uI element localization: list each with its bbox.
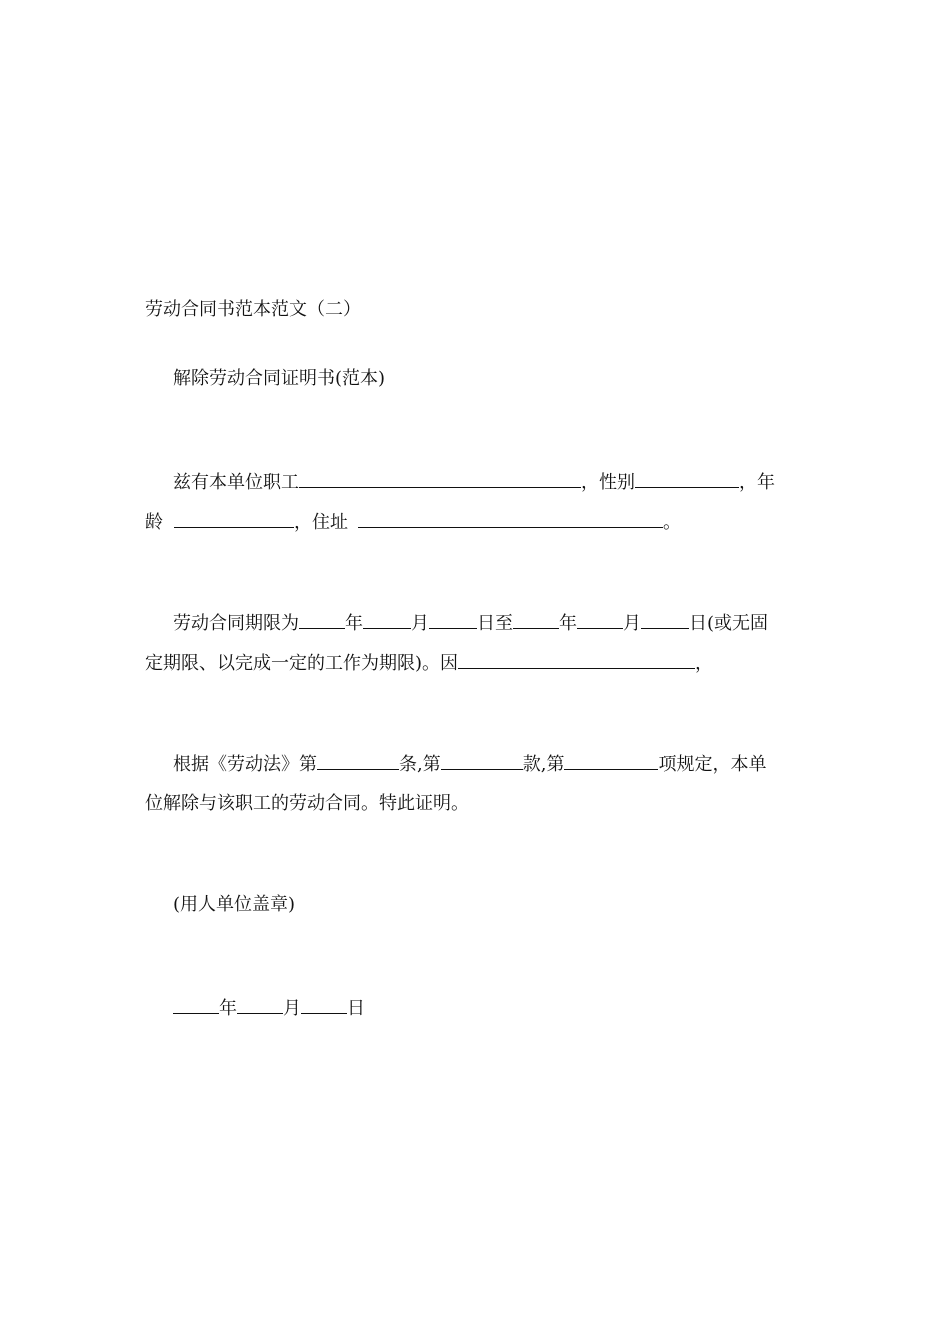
age-blank xyxy=(174,510,294,528)
para1-text: 兹有本单位职工 xyxy=(173,472,299,493)
para3-line1 xyxy=(173,752,838,777)
para2-text: ， xyxy=(695,653,714,674)
document-title: 劳动合同书范本范文（二） xyxy=(145,299,361,320)
article-blank xyxy=(317,752,399,770)
para3-text: 款,第 xyxy=(522,754,565,775)
name-blank xyxy=(299,470,581,488)
para2-text: 月 xyxy=(411,613,429,634)
gender-blank xyxy=(635,470,739,488)
document-subtitle: 解除劳动合同证明书(范本) xyxy=(173,368,386,389)
para3-text: 根据《劳动法》第 xyxy=(173,754,317,775)
end-month-blank xyxy=(577,611,623,629)
date-line xyxy=(173,996,838,1021)
end-year-blank xyxy=(513,611,559,629)
para2-text: 日至 xyxy=(477,613,513,634)
reason-blank xyxy=(458,651,695,669)
clause-blank xyxy=(441,752,523,770)
para3-text: 项规定，本单 xyxy=(658,754,767,775)
para1-line2 xyxy=(145,510,810,535)
end-day-blank xyxy=(641,611,689,629)
para1-text: ，性别 xyxy=(581,472,635,493)
para3-line2: 位解除与该职工的劳动合同。特此证明。 xyxy=(145,793,469,814)
para2-line2 xyxy=(145,651,810,676)
start-day-blank xyxy=(429,611,477,629)
date-text: 日 xyxy=(347,998,365,1019)
seal-text: (用人单位盖章) xyxy=(173,894,296,915)
para2-text: 年 xyxy=(345,613,363,634)
para2-text: 月 xyxy=(623,613,641,634)
month-blank xyxy=(237,996,283,1014)
para1-text: 。 xyxy=(663,512,681,533)
para1-text: ，住址 xyxy=(294,512,348,533)
start-month-blank xyxy=(363,611,411,629)
para2-text: 年 xyxy=(559,613,577,634)
para2-text: 劳动合同期限为 xyxy=(173,613,299,634)
para2-line1 xyxy=(173,611,838,636)
address-blank xyxy=(358,510,663,528)
para3-text: 条,第 xyxy=(399,754,441,775)
para1-line1 xyxy=(173,470,838,495)
year-blank xyxy=(173,996,219,1014)
date-text: 月 xyxy=(283,998,301,1019)
para1-text: ，年 xyxy=(739,472,775,493)
date-text: 年 xyxy=(219,998,237,1019)
start-year-blank xyxy=(299,611,345,629)
para1-text: 龄 xyxy=(145,512,163,533)
item-blank xyxy=(564,752,658,770)
day-blank xyxy=(301,996,347,1014)
para2-text: 日(或无固 xyxy=(689,613,769,634)
para2-text: 定期限、以完成一定的工作为期限)。因 xyxy=(145,653,459,674)
